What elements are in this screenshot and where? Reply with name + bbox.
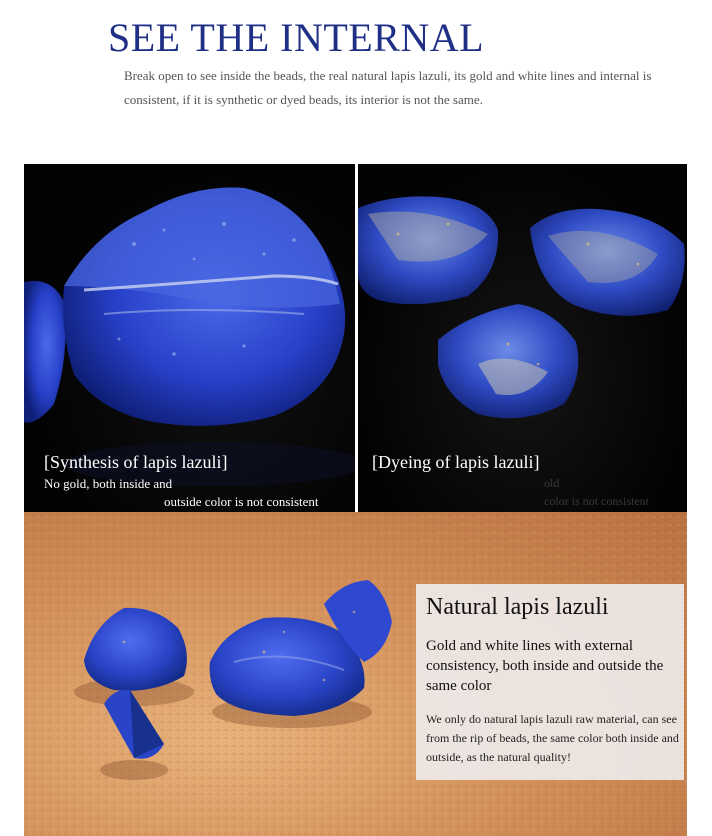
natural-subtitle: Gold and white lines with external consistency, both inside and outside the same color (426, 638, 664, 694)
dyeing-caption-title: [Dyeing of lapis lazuli] (372, 452, 540, 472)
dyeing-caption-faint-line2: color is not consistent (544, 494, 649, 508)
natural-title: Natural lapis lazuli (426, 594, 609, 620)
dyeing-caption-faint-line1: old (544, 476, 560, 490)
dyeing-photo-panel (358, 164, 687, 512)
synthesis-caption-line2: outside color is not consistent (164, 494, 319, 509)
synthesis-caption-title: [Synthesis of lapis lazuli] (44, 452, 228, 472)
natural-info-box (416, 584, 684, 780)
natural-body: We only do natural lapis lazuli raw material, can see from the rip of beads, the same color both inside and outside, as the natural quality! (426, 712, 679, 764)
page-title: SEE THE INTERNAL (108, 15, 485, 60)
intro-text: Break open to see inside the beads, the real natural lapis lazuli, its gold and white lines and internal is consistent, if it is synthetic or dyed beads, its interior is not the same. (124, 68, 652, 107)
synthesis-caption-line1: No gold, both inside and (44, 476, 173, 491)
synthesis-photo-panel (24, 164, 355, 512)
